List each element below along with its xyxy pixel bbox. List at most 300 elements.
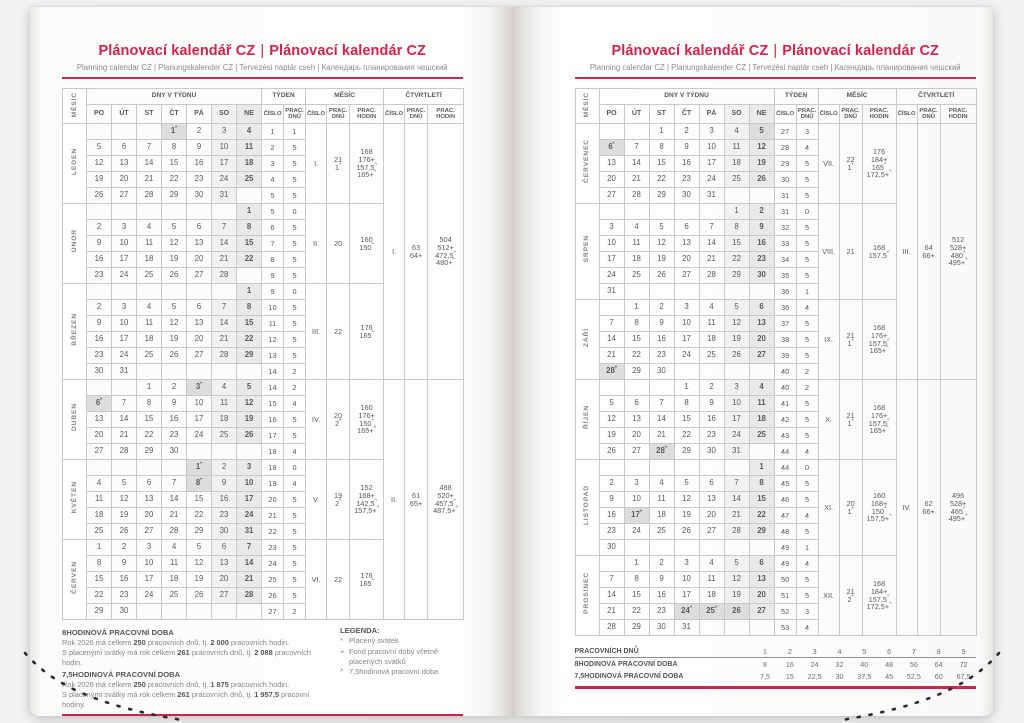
month-label-SRPEN: SRPEN [575, 204, 599, 300]
day-cell: 9 [162, 396, 187, 412]
day-cell: 26 [162, 348, 187, 364]
day-cell: 30 [87, 364, 112, 380]
quarter-workhours-cell: 512 528+ 480^ 495+^ [940, 124, 976, 380]
day-cell: 3 [212, 124, 237, 140]
day-cell: 8 [749, 476, 774, 492]
day-cell: 15 [724, 236, 749, 252]
day-cell: 4 [237, 124, 262, 140]
header-day-7: NE [237, 105, 262, 124]
header-quarter-group: ČTVRTLETÍ [384, 89, 464, 105]
day-cell: 25 [137, 268, 162, 284]
day-cell: 26 [162, 268, 187, 284]
day-cell: 3* [187, 380, 212, 396]
week-number-cell: 15 [262, 396, 284, 412]
week-number-cell: 9 [262, 284, 284, 300]
header-month-number: ČÍSLO [818, 105, 839, 124]
header-day-2: ÚT [624, 105, 649, 124]
day-cell: 19 [649, 252, 674, 268]
summary-value: 7 [902, 645, 927, 658]
header-rule [62, 77, 463, 79]
summary-value: 32 [835, 659, 844, 669]
day-cell [87, 124, 112, 140]
day-cell [137, 364, 162, 380]
header-day-6: SO [724, 105, 749, 124]
day-cell: 5 [187, 540, 212, 556]
month-workdays-cell: 21 [839, 204, 862, 300]
day-cell: 31 [699, 188, 724, 204]
day-cell: 21 [599, 348, 624, 364]
day-cell: 27 [137, 524, 162, 540]
week-workdays-cell: 0 [796, 460, 818, 476]
week-number-cell: 48 [774, 524, 796, 540]
day-cell: 10 [187, 396, 212, 412]
week-workdays-cell: 5 [796, 332, 818, 348]
day-cell: 18 [87, 508, 112, 524]
day-cell: 1 [649, 124, 674, 140]
week-number-cell: 53 [774, 620, 796, 636]
summary-value: 40 [860, 659, 869, 669]
day-cell: 11 [649, 492, 674, 508]
week-number-cell: 21 [262, 508, 284, 524]
day-cell: 16 [649, 332, 674, 348]
week-number-cell: 7 [262, 236, 284, 252]
day-cell [112, 380, 137, 396]
month-number-cell: VII. [818, 124, 839, 204]
header-day-1: PO [599, 105, 624, 124]
day-cell: 13 [674, 236, 699, 252]
day-cell: 19 [724, 332, 749, 348]
day-cell: 11 [749, 396, 774, 412]
month-workdays-cell: 21 1* [327, 124, 350, 204]
day-cell: 24 [112, 268, 137, 284]
day-cell: 12 [674, 492, 699, 508]
header-month-group: MĚSÍC [306, 89, 384, 105]
day-cell: 12 [162, 316, 187, 332]
day-cell: 11 [162, 556, 187, 572]
day-cell: 19 [112, 508, 137, 524]
day-cell: 21 [162, 508, 187, 524]
week-workdays-cell: 4 [796, 300, 818, 316]
day-cell [724, 284, 749, 300]
day-cell: 5 [724, 300, 749, 316]
day-cell: 31 [724, 444, 749, 460]
header-month-workhours: PRAC. HODIN [862, 105, 896, 124]
day-cell [599, 380, 624, 396]
day-cell: 7 [649, 396, 674, 412]
day-cell: 6 [112, 140, 137, 156]
week-workdays-cell: 2 [796, 364, 818, 380]
day-cell: 12 [599, 412, 624, 428]
week-workdays-cell: 5 [796, 524, 818, 540]
day-cell: 29 [649, 188, 674, 204]
day-cell: 27 [212, 588, 237, 604]
header-quarter-workhours: PRAC. HODIN [940, 105, 976, 124]
day-cell: 20 [212, 572, 237, 588]
quarter-workdays-cell: 63 64+ [405, 124, 428, 380]
week-workdays-cell: 4 [796, 140, 818, 156]
month-label-ÚNOR: ÚNOR [63, 204, 87, 284]
day-cell: 9 [674, 140, 699, 156]
day-cell: 28 [112, 444, 137, 460]
week-workdays-cell: 5 [284, 252, 306, 268]
week-workdays-cell: 5 [284, 508, 306, 524]
day-cell: 22 [749, 508, 774, 524]
summary-value: 6 [877, 645, 902, 658]
legend-item [340, 636, 463, 646]
week-number-cell: 31 [774, 188, 796, 204]
week-number-cell: 28 [774, 140, 796, 156]
header-day-5: PÁ [699, 105, 724, 124]
week-workdays-cell: 5 [284, 572, 306, 588]
header-month-group: MĚSÍC [818, 89, 896, 105]
day-cell: 19 [674, 508, 699, 524]
day-cell [624, 540, 649, 556]
day-cell: 10 [137, 556, 162, 572]
day-cell: 29 [137, 444, 162, 460]
day-cell: 7 [137, 140, 162, 156]
month-label-BŘEZEN: BŘEZEN [63, 284, 87, 380]
planning-table-jul-dec [575, 88, 977, 636]
day-cell: 22 [137, 428, 162, 444]
day-cell: 19 [162, 332, 187, 348]
week-workdays-cell: 5 [284, 332, 306, 348]
day-cell: 5 [724, 556, 749, 572]
summary-value: 56 [909, 659, 918, 669]
day-cell: 12 [87, 156, 112, 172]
month-workdays-cell: 20 2* [327, 380, 350, 460]
week-number-cell: 45 [774, 476, 796, 492]
week-number-cell: 51 [774, 588, 796, 604]
week-workdays-cell: 5 [796, 316, 818, 332]
note-line: Rok 2026 má celkem 250 pracovních dnů, tj. 1 875 pracovních hodin. [62, 680, 290, 690]
summary-value: 22,5 [807, 671, 822, 681]
week-workdays-cell: 1 [284, 124, 306, 140]
month-number-cell: VIII. [818, 204, 839, 300]
day-cell: 22 [624, 604, 649, 620]
day-cell: 9 [649, 572, 674, 588]
header-quarter-workdays: PRAC. DNŮ [405, 105, 428, 124]
day-cell: 15 [749, 492, 774, 508]
day-cell: 28 [699, 268, 724, 284]
day-cell [187, 604, 212, 620]
day-cell: 12 [749, 140, 774, 156]
quarter-workdays-cell: 62 66+ [917, 380, 940, 636]
day-cell: 14 [599, 332, 624, 348]
day-cell: 17 [237, 492, 262, 508]
day-cell: 18 [699, 332, 724, 348]
day-cell: 11 [87, 492, 112, 508]
week-number-cell: 5 [262, 204, 284, 220]
header-days-of-week-group: DNY V TÝDNU [87, 89, 262, 105]
day-cell: 4 [699, 556, 724, 572]
week-workdays-cell: 4 [796, 508, 818, 524]
title-divider: | [773, 43, 778, 59]
day-cell: 7 [599, 572, 624, 588]
day-cell: 24 [674, 348, 699, 364]
title-divider: | [260, 43, 265, 59]
day-cell: 26 [749, 172, 774, 188]
month-workdays-cell: 21 2* [839, 556, 862, 636]
day-cell: 2 [87, 300, 112, 316]
day-cell: 15 [237, 316, 262, 332]
title-czech: Plánovací kalendář CZ [98, 43, 256, 59]
quarter-number-cell: I. [384, 124, 405, 380]
day-cell: 26 [599, 444, 624, 460]
day-cell: 20 [749, 332, 774, 348]
day-cell [674, 460, 699, 476]
summary-value: 4 [827, 645, 852, 658]
day-cell [649, 380, 674, 396]
day-cell [187, 204, 212, 220]
week-number-cell: 27 [774, 124, 796, 140]
day-cell: 28 [624, 188, 649, 204]
day-cell: 25* [699, 604, 724, 620]
day-cell: 24 [112, 348, 137, 364]
day-cell: 16 [87, 252, 112, 268]
day-cell: 6 [212, 540, 237, 556]
day-cell: 27 [749, 348, 774, 364]
week-number-cell: 40 [774, 380, 796, 396]
day-cell: 22 [87, 588, 112, 604]
legend-text: 7,5hodinová pracovní doba [349, 667, 439, 677]
month-workhours-cell: 160 150^ [350, 204, 384, 284]
week-workdays-cell: 5 [796, 268, 818, 284]
day-cell [749, 620, 774, 636]
week-number-cell: 33 [774, 236, 796, 252]
day-cell: 1 [137, 380, 162, 396]
day-cell: 24 [212, 172, 237, 188]
week-number-cell: 18 [262, 444, 284, 460]
day-cell: 7 [699, 220, 724, 236]
day-cell: 24 [624, 524, 649, 540]
day-cell: 10 [599, 236, 624, 252]
week-workdays-cell: 0 [284, 284, 306, 300]
month-workhours-cell: 160 168+ 150^ 157,5+^ [862, 460, 896, 556]
day-cell: 29 [624, 364, 649, 380]
page-subtitle: Planning calendar CZ | Planungskalender CZ | Tervezési naptár cseh | Календарь планирования чешский [76, 63, 448, 72]
day-cell: 18 [237, 156, 262, 172]
day-cell: 26 [649, 268, 674, 284]
day-cell: 30 [699, 444, 724, 460]
day-cell: 30 [649, 620, 674, 636]
summary-value: 5 [852, 645, 877, 658]
day-cell: 7 [624, 140, 649, 156]
day-cell: 23 [112, 588, 137, 604]
header-week-number: ČÍSLO [774, 105, 796, 124]
day-cell: 5 [87, 140, 112, 156]
day-cell: 6 [749, 556, 774, 572]
week-workdays-cell: 4 [796, 620, 818, 636]
day-cell: 2 [674, 124, 699, 140]
day-cell: 9 [112, 556, 137, 572]
month-label-ČERVENEC: ČERVENEC [575, 124, 599, 204]
day-cell [162, 604, 187, 620]
day-cell: 2 [87, 220, 112, 236]
summary-value: 60 [934, 671, 943, 681]
day-cell [162, 364, 187, 380]
day-cell: 7 [112, 396, 137, 412]
week-workdays-cell: 0 [284, 204, 306, 220]
day-cell: 30 [649, 364, 674, 380]
day-cell: 16 [749, 236, 774, 252]
day-cell: 1 [674, 380, 699, 396]
day-cell: 4 [749, 380, 774, 396]
day-cell: 31 [599, 284, 624, 300]
month-workhours-cell: 176 165^ [350, 284, 384, 380]
day-cell [624, 204, 649, 220]
day-cell: 9 [87, 236, 112, 252]
summary-value: 3 [802, 645, 827, 658]
month-workhours-cell: 152 168+ 142,5^ 157,5+^ [350, 460, 384, 540]
day-cell [599, 124, 624, 140]
day-cell: 14 [112, 412, 137, 428]
week-workdays-cell: 5 [796, 252, 818, 268]
day-cell: 1 [87, 540, 112, 556]
week-number-cell: 20 [262, 492, 284, 508]
header-day-6: SO [212, 105, 237, 124]
corner-stitch-right [837, 651, 1002, 723]
week-workdays-cell: 2 [284, 380, 306, 396]
page-header-left [62, 7, 463, 79]
day-cell: 30 [599, 540, 624, 556]
week-workdays-cell: 5 [796, 156, 818, 172]
legend-item [340, 647, 463, 668]
week-number-cell: 47 [774, 508, 796, 524]
week-row [575, 124, 976, 140]
day-cell: 3 [599, 220, 624, 236]
day-cell: 18 [649, 508, 674, 524]
day-cell: 13 [187, 236, 212, 252]
day-cell: 19 [237, 412, 262, 428]
day-cell: 29 [724, 268, 749, 284]
day-cell: 20 [87, 428, 112, 444]
day-cell: 18 [699, 588, 724, 604]
day-cell: 27 [599, 188, 624, 204]
day-cell: 21 [112, 428, 137, 444]
header-week-workdays: PRAC. DNŮ [284, 105, 306, 124]
day-cell: 11 [137, 316, 162, 332]
day-cell: 27 [187, 348, 212, 364]
day-cell: 17 [674, 588, 699, 604]
day-cell: 6 [187, 220, 212, 236]
day-cell: 5 [162, 220, 187, 236]
week-number-cell: 29 [774, 156, 796, 172]
day-cell: 14 [212, 316, 237, 332]
day-cell: 30 [212, 524, 237, 540]
day-cell: 31 [674, 620, 699, 636]
day-cell: 1* [187, 460, 212, 476]
day-cell: 28* [599, 364, 624, 380]
week-workdays-cell: 5 [796, 348, 818, 364]
day-cell: 23 [649, 348, 674, 364]
day-cell: 23 [674, 172, 699, 188]
day-cell: 4 [137, 300, 162, 316]
summary-value: 1 [753, 645, 778, 658]
day-cell: 16 [699, 412, 724, 428]
week-workdays-cell: 5 [284, 268, 306, 284]
day-cell: 10 [674, 316, 699, 332]
day-cell: 14 [624, 156, 649, 172]
month-workdays-cell: 20 1* [839, 460, 862, 556]
day-cell: 10 [212, 140, 237, 156]
day-cell: 13 [87, 412, 112, 428]
day-cell: 28 [212, 268, 237, 284]
day-cell: 31 [212, 188, 237, 204]
week-number-cell: 11 [262, 316, 284, 332]
week-number-cell: 46 [774, 492, 796, 508]
day-cell [212, 604, 237, 620]
legend-title: LEGENDA: [340, 626, 380, 635]
day-cell: 9 [187, 140, 212, 156]
month-label-DUBEN: DUBEN [63, 380, 87, 460]
header-days-of-week-group: DNY V TÝDNU [599, 89, 774, 105]
day-cell [237, 188, 262, 204]
day-cell: 27 [87, 444, 112, 460]
day-cell: 22 [162, 172, 187, 188]
day-cell: 23 [212, 508, 237, 524]
week-workdays-cell: 5 [284, 348, 306, 364]
title-slovak: Plánovací kalendár CZ [782, 43, 940, 59]
day-cell [749, 364, 774, 380]
week-number-cell: 50 [774, 572, 796, 588]
day-cell: 25 [87, 524, 112, 540]
title-slovak: Plánovací kalendár CZ [269, 43, 427, 59]
day-cell: 29 [749, 524, 774, 540]
day-cell: 6 [674, 220, 699, 236]
day-cell: 13 [112, 156, 137, 172]
day-cell: 9 [649, 316, 674, 332]
day-cell: 30 [112, 604, 137, 620]
day-cell: 7 [162, 476, 187, 492]
day-cell: 30 [162, 444, 187, 460]
day-cell [624, 380, 649, 396]
header-quarter-group: ČTVRTLETÍ [896, 89, 976, 105]
day-cell: 24 [237, 508, 262, 524]
month-number-cell: II. [306, 204, 327, 284]
week-number-cell: 14 [262, 380, 284, 396]
day-cell [724, 364, 749, 380]
week-number-cell: 37 [774, 316, 796, 332]
day-cell [649, 284, 674, 300]
day-cell [212, 364, 237, 380]
summary-row-label: PRACOVNÍCH DNŮ [575, 645, 753, 658]
day-cell: 26 [237, 428, 262, 444]
day-cell: 25 [724, 172, 749, 188]
day-cell: 28 [599, 620, 624, 636]
day-cell: 4 [624, 220, 649, 236]
day-cell [674, 364, 699, 380]
day-cell: 17* [624, 508, 649, 524]
week-workdays-cell: 5 [796, 396, 818, 412]
day-cell: 14 [212, 236, 237, 252]
note-line: Rok 2026 má celkem 250 pracovních dnů, tj. 2 000 pracovních hodin. [62, 638, 290, 648]
day-cell: 17 [212, 156, 237, 172]
week-workdays-cell: 5 [796, 220, 818, 236]
day-cell [187, 364, 212, 380]
month-workhours-cell: 160 176+ 150^ 165+^ [350, 380, 384, 460]
header-day-3: ST [137, 105, 162, 124]
day-cell [699, 284, 724, 300]
month-number-cell: X. [818, 380, 839, 460]
week-number-cell: 1 [262, 124, 284, 140]
day-cell: 6 [187, 300, 212, 316]
day-cell: 14 [724, 492, 749, 508]
week-workdays-cell: 5 [284, 428, 306, 444]
day-cell: 10 [112, 236, 137, 252]
month-number-cell: III. [306, 284, 327, 380]
month-label-LISTOPAD: LISTOPAD [575, 460, 599, 556]
legend-text: Placený svátek [349, 636, 399, 646]
